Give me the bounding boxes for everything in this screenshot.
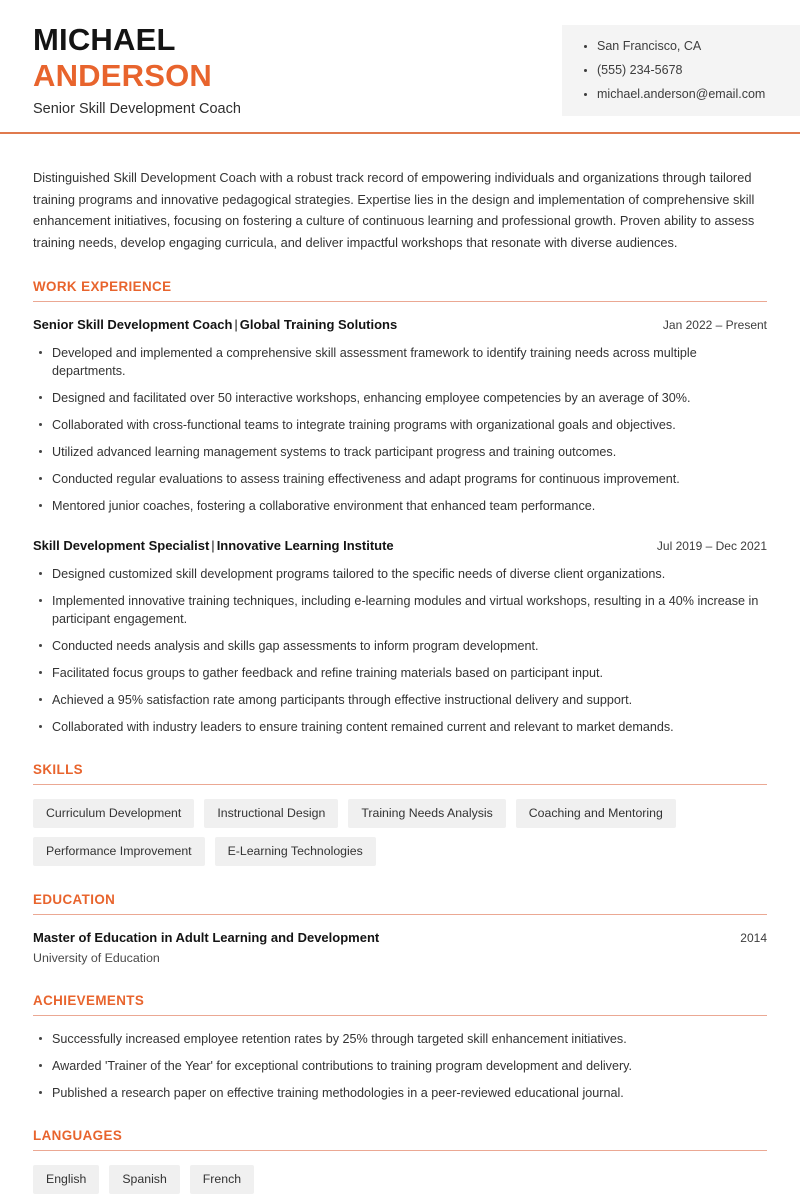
section-rule-education — [33, 914, 767, 915]
experience-bullet: Developed and implemented a comprehensive skill assessment framework to identify training needs across multiple departments. — [33, 344, 767, 380]
section-rule-achievements — [33, 1015, 767, 1016]
experience-entry — [33, 537, 767, 736]
first-name: MICHAEL — [33, 22, 176, 57]
experience-bullet: Conducted needs analysis and skills gap assessments to inform program development. — [33, 637, 767, 655]
language-pill: French — [190, 1165, 254, 1194]
skill-pill: Instructional Design — [204, 799, 338, 828]
experience-bullet-list — [33, 344, 767, 515]
section-skills — [33, 762, 767, 866]
header-divider — [0, 132, 800, 134]
skill-pill: Performance Improvement — [33, 837, 205, 866]
contact-item-email — [584, 87, 800, 102]
experience-entry-header — [33, 316, 767, 334]
name-block — [33, 22, 241, 119]
skills-pill-list — [33, 799, 767, 866]
experience-title-line — [33, 537, 394, 555]
section-rule-languages — [33, 1150, 767, 1151]
skill-pill: Curriculum Development — [33, 799, 194, 828]
resume-body — [0, 133, 800, 1194]
contact-info-box — [562, 25, 800, 116]
contact-item-phone — [584, 63, 800, 78]
section-education — [33, 892, 767, 967]
experience-separator: | — [211, 538, 215, 553]
section-rule-work-experience — [33, 301, 767, 302]
section-work-experience — [33, 279, 767, 736]
skill-pill: Coaching and Mentoring — [516, 799, 676, 828]
experience-role: Skill Development Specialist — [33, 538, 210, 553]
language-pill: English — [33, 1165, 99, 1194]
education-institution: University of Education — [33, 951, 160, 965]
contact-phone-text: (555) 234-5678 — [597, 63, 683, 77]
headline-job-title: Senior Skill Development Coach — [33, 101, 241, 117]
experience-bullet: Utilized advanced learning management systems to track participant progress and training outcomes. — [33, 443, 767, 461]
section-title-work-experience: WORK EXPERIENCE — [33, 279, 172, 294]
experience-bullet: Designed and facilitated over 50 interactive workshops, enhancing employee competencies by an average of 30%. — [33, 389, 767, 407]
experience-title-line — [33, 316, 397, 334]
experience-bullet: Designed customized skill development programs tailored to the specific needs of diverse client organizations. — [33, 565, 767, 583]
experience-bullet: Implemented innovative training techniques, including e-learning modules and virtual workshops, resulting in a 40% increase in participant engagement. — [33, 592, 767, 628]
achievement-bullet: Awarded 'Trainer of the Year' for exceptional contributions to training program development and delivery. — [33, 1057, 767, 1075]
experience-bullet-list — [33, 565, 767, 736]
achievement-bullet: Published a research paper on effective training methodologies in a peer-reviewed educational journal. — [33, 1084, 767, 1102]
contact-location-text: San Francisco, CA — [597, 39, 702, 53]
contact-email-text: michael.anderson@email.com — [597, 87, 766, 101]
language-pill: Spanish — [109, 1165, 179, 1194]
skill-pill: E-Learning Technologies — [215, 837, 376, 866]
experience-bullet: Collaborated with industry leaders to ensure training content remained current and relevant to market demands. — [33, 718, 767, 736]
experience-dates: Jan 2022 – Present — [662, 318, 767, 332]
experience-entry-header — [33, 537, 767, 555]
section-languages — [33, 1128, 767, 1194]
section-title-skills: SKILLS — [33, 762, 84, 777]
education-degree: Master of Education in Adult Learning and Development — [33, 930, 380, 945]
education-entry — [33, 929, 767, 967]
experience-bullet: Conducted regular evaluations to assess training effectiveness and adapt programs for continuous improvement. — [33, 470, 767, 488]
section-title-languages: LANGUAGES — [33, 1128, 123, 1143]
contact-item-location — [584, 39, 800, 54]
experience-role: Senior Skill Development Coach — [33, 317, 233, 332]
experience-bullet: Achieved a 95% satisfaction rate among participants through effective instructional delivery and support. — [33, 691, 767, 709]
experience-bullet: Mentored junior coaches, fostering a collaborative environment that enhanced team performance. — [33, 497, 767, 515]
professional-summary: Distinguished Skill Development Coach with a robust track record of empowering individuals and organizations through tailored training programs and innovative pedagogical strategies. Expertise lies in the design and implementation of comprehensive skill enhancement initiatives, focusing on fostering a culture of continuous learning and professional growth. Proven ability to assess training needs, develop engaging curricula, and deliver impactful workshops that resonate with diverse audiences. — [33, 170, 755, 250]
experience-company: Innovative Learning Institute — [216, 538, 394, 553]
experience-dates: Jul 2019 – Dec 2021 — [656, 539, 767, 553]
experience-bullet: Facilitated focus groups to gather feedback and refine training materials based on participant input. — [33, 664, 767, 682]
section-title-education: EDUCATION — [33, 892, 116, 907]
resume-header — [0, 0, 800, 133]
experience-entry — [33, 316, 767, 515]
languages-pill-list — [33, 1165, 767, 1194]
experience-bullet: Collaborated with cross-functional teams to integrate training programs with organizational goals and objectives. — [33, 416, 767, 434]
achievement-bullet: Successfully increased employee retention rates by 25% through targeted skill enhancement initiatives. — [33, 1030, 767, 1048]
education-entry-header — [33, 929, 767, 947]
experience-company: Global Training Solutions — [239, 317, 398, 332]
contact-list — [584, 39, 800, 102]
last-name: ANDERSON — [33, 58, 213, 93]
section-rule-skills — [33, 784, 767, 785]
skill-pill: Training Needs Analysis — [348, 799, 505, 828]
experience-separator: | — [234, 317, 238, 332]
section-title-achievements: ACHIEVEMENTS — [33, 993, 145, 1008]
education-year: 2014 — [740, 931, 767, 945]
section-achievements — [33, 993, 767, 1102]
achievements-bullet-list — [33, 1030, 767, 1102]
